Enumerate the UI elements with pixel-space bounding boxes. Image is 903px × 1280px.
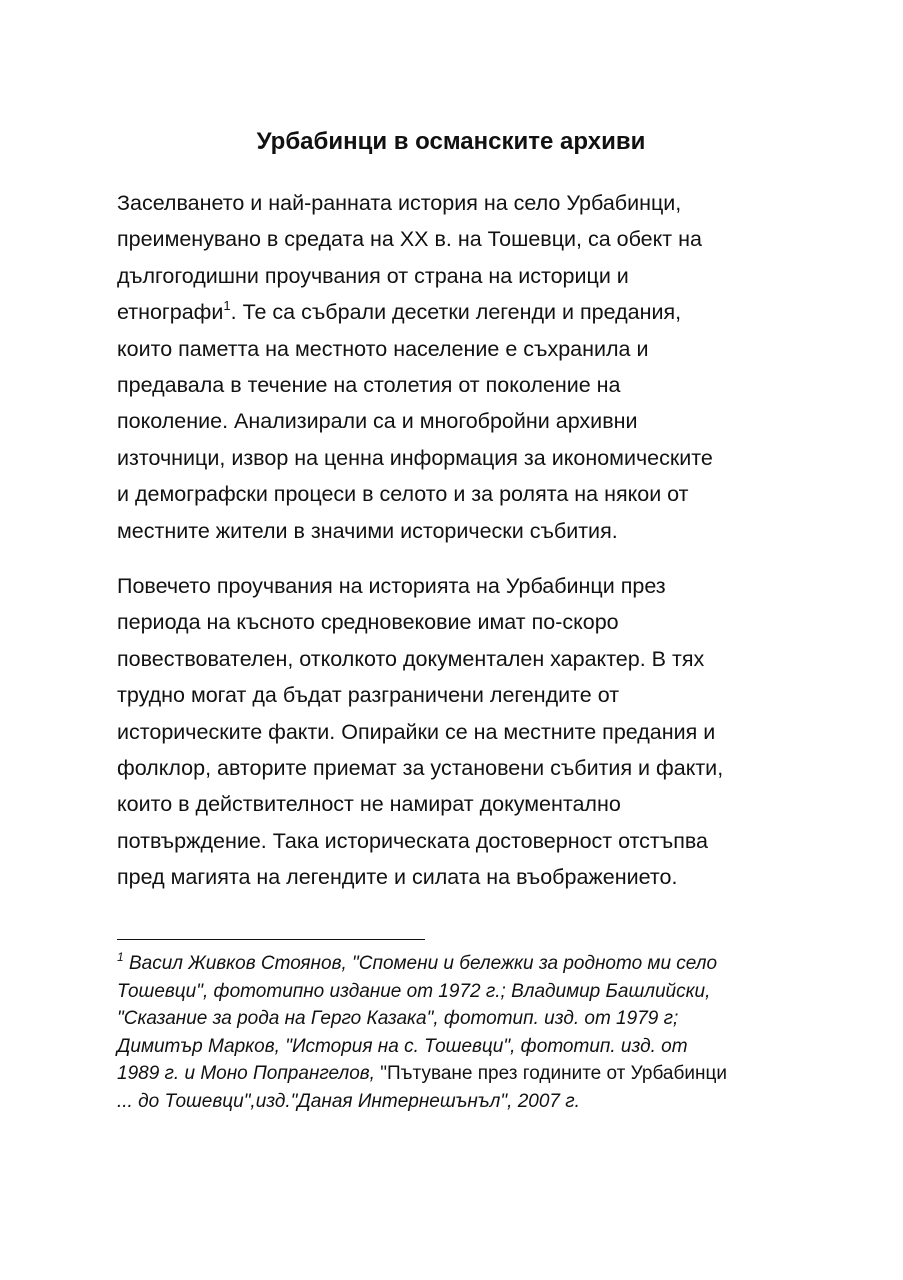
paragraph-text: етнографи	[117, 300, 224, 325]
paragraph-line: източници, извор на ценна информация за икономическите	[117, 445, 713, 470]
paragraph-line	[117, 294, 785, 330]
paragraph-line: фолклор, авторите приемат за установени събития и факти,	[117, 755, 724, 780]
paragraph-line: периода на късното средновековие имат по-скоро	[117, 610, 619, 635]
paragraph-line: които в действителност не намират документално	[117, 792, 621, 817]
footnote	[117, 950, 797, 1115]
paragraph-line: дългогодишни проучвания от страна на историци и	[117, 263, 629, 288]
footnote-line: ... до Тошевци",изд."Даная Интернешънъл", 2007 г.	[117, 1090, 580, 1112]
footnote-line: "Сказание за рода на Герго Казака", фототип. изд. от 1979 г;	[117, 1008, 679, 1029]
paragraph-line: поколение. Анализирали са и многобройни архивни	[117, 409, 638, 434]
paragraph-2	[117, 568, 785, 896]
footnote-line	[117, 1060, 797, 1088]
paragraph-text: . Те са събрали десетки легенди и предания,	[230, 300, 682, 325]
document-title: Урбабинци в османските архиви	[256, 128, 646, 155]
footnote-text: "Пътуване през годините от Урбабинци	[380, 1063, 727, 1084]
paragraph-line: пред магията на легендите и силата на въображението.	[117, 865, 678, 890]
paragraph-line: които паметта на местното население е съхранила и	[117, 336, 649, 361]
paragraph-line: Повечето проучвания на историята на Урбабинци през	[117, 574, 666, 598]
paragraph-line: местните жители в значими исторически събития.	[117, 518, 618, 543]
footnote-marker: 1	[117, 950, 124, 964]
paragraph-line: потвърждение. Така историческата достоверност отстъпва	[117, 828, 708, 853]
paragraph-line: трудно могат да бъдат разграничени легендите от	[117, 683, 620, 708]
footnote-line: Тошевци", фототипно издание от 1972 г.; Владимир Башлийски,	[117, 980, 711, 1002]
footnote-line	[117, 950, 797, 978]
footnote-text: Васил Живков Стоянов, "Спомени и бележки за родното ми село	[123, 953, 718, 974]
paragraph-line: предавала в течение на столетия от поколение на	[117, 372, 621, 397]
footnote-line: Димитър Марков, "История на с. Тошевци", фототип. изд. от	[117, 1035, 688, 1057]
footnote-text: 1989 г. и Моно Попрангелов,	[117, 1063, 381, 1084]
paragraph-line: Заселването и най-ранната история на село Урбабинци,	[117, 191, 682, 215]
paragraph-line: повествователен, отколкото документален характер. В тях	[117, 646, 705, 671]
footnote-separator	[117, 939, 425, 940]
paragraph-line: преименувано в средата на XX в. на Тошевци, са обект на	[117, 227, 702, 252]
paragraph-line: и демографски процеси в селото и за ролята на някои от	[117, 482, 689, 507]
footnote-reference[interactable]: 1	[223, 298, 231, 314]
paragraph-1	[117, 185, 785, 549]
paragraph-line: историческите факти. Опирайки се на местните предания и	[117, 719, 716, 744]
